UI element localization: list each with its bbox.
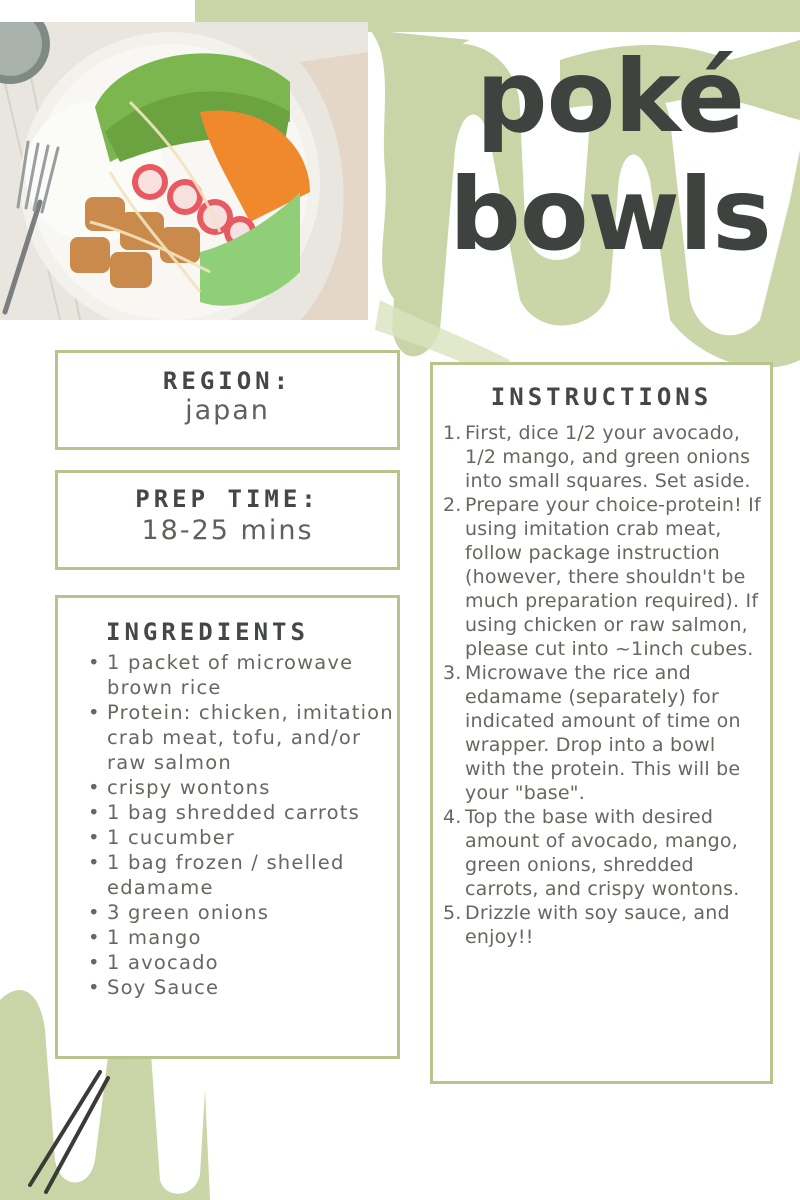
ingredient-item: • crispy wontons	[86, 775, 397, 800]
page-title	[430, 38, 790, 274]
prep-time-label: PREP TIME:	[135, 485, 320, 513]
ingredient-item: • Soy Sauce	[86, 975, 397, 1000]
step-text: Top the base with desired amount of avocado, mango, green onions, shredded carrots, and crispy wontons.	[465, 806, 740, 900]
ingredients-list	[58, 650, 397, 1000]
prep-time-value: 18-25 mins	[141, 515, 314, 546]
step-text: Microwave the rice and edamame (separately) for indicated amount of time on wrapper. Drop into a bowl with the protein. This will be your "base".	[465, 662, 741, 804]
step-text: Prepare your choice-protein! If using imitation crab meat, follow package instruction (however, there shouldn't be much preparation required). If using chicken or raw salmon, please cut into ~1inch cubes.	[465, 494, 761, 660]
poke-bowl-photo	[0, 22, 368, 320]
ingredient-item: • 1 mango	[86, 925, 397, 950]
region-value: japan	[185, 395, 270, 426]
ingredient-item: • 1 avocado	[86, 950, 397, 975]
region-label: REGION:	[162, 367, 293, 395]
ingredient-item: • 1 bag frozen / shelled edamame	[86, 850, 397, 900]
step-text: Drizzle with soy sauce, and enjoy!!	[465, 902, 730, 948]
instructions-card	[430, 362, 773, 1084]
instruction-step	[443, 901, 762, 949]
step-number: 3.	[443, 662, 462, 684]
ingredient-item: • 1 packet of microwave brown rice	[86, 650, 397, 700]
instruction-step	[443, 421, 762, 493]
instructions-list	[433, 421, 770, 949]
step-number: 4.	[443, 806, 462, 828]
step-number: 1.	[443, 422, 462, 444]
region-card	[55, 350, 400, 450]
instruction-step	[443, 661, 762, 805]
ingredient-item: • 1 bag shredded carrots	[86, 800, 397, 825]
poke-bowl-illustration	[0, 22, 368, 320]
prep-time-card	[55, 470, 400, 570]
ingredients-card	[55, 595, 400, 1059]
instructions-heading: INSTRUCTIONS	[490, 383, 713, 411]
instruction-step	[443, 805, 762, 901]
step-text: First, dice 1/2 your avocado, 1/2 mango, and green onions into small squares. Set aside.	[465, 422, 751, 492]
step-number: 2.	[443, 494, 462, 516]
title-line-2: bowls	[449, 156, 771, 273]
step-number: 5.	[443, 902, 462, 924]
ingredient-item: • 1 cucumber	[86, 825, 397, 850]
ingredients-heading: INGREDIENTS	[106, 618, 309, 646]
title-line-1: poké	[476, 38, 744, 155]
ingredient-item: • Protein: chicken, imitation crab meat, tofu, and/or raw salmon	[86, 700, 397, 775]
ingredient-item: • 3 green onions	[86, 900, 397, 925]
instruction-step	[443, 493, 762, 661]
